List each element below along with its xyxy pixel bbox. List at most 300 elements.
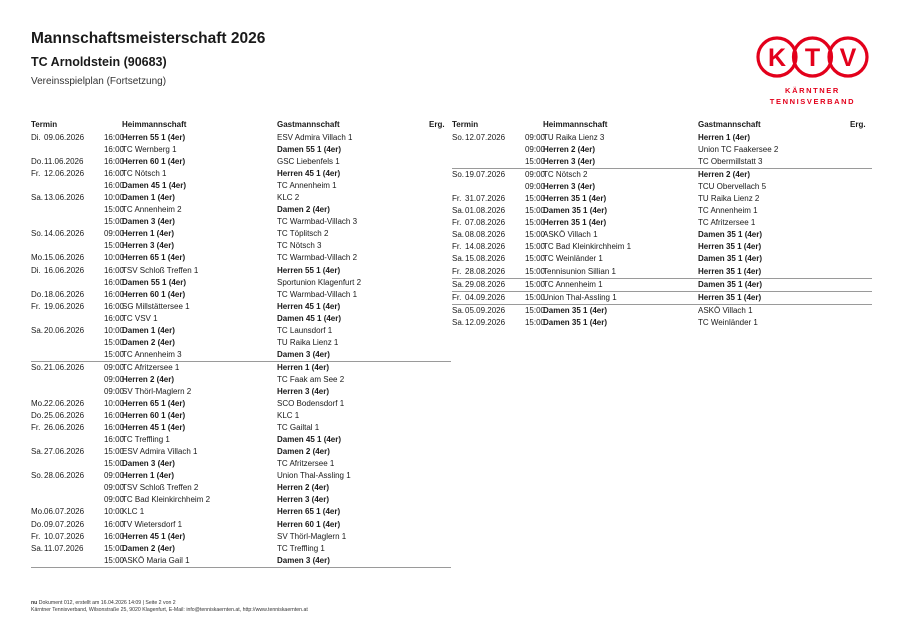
match-row <box>452 229 872 241</box>
home-team: TC Wernberg 1 <box>122 145 177 155</box>
header-erg: Erg. <box>850 120 866 129</box>
home-team: TC Afritzersee 1 <box>122 362 180 372</box>
guest-team: TCU Obervellach 5 <box>698 182 767 192</box>
match-day: Sa. <box>452 279 465 289</box>
match-time: 15:00 <box>103 555 124 565</box>
match-time: 16:00 <box>103 157 124 167</box>
match-day: Sa. <box>31 447 44 457</box>
match-day: Fr. <box>452 266 462 276</box>
table-header <box>452 120 872 132</box>
match-time: 16:00 <box>103 519 124 529</box>
match-row <box>31 422 451 434</box>
match-row <box>31 374 451 386</box>
match-row <box>31 289 451 301</box>
match-time: 16:00 <box>103 289 124 299</box>
match-time: 15:00 <box>524 266 545 276</box>
home-team: Herren 65 1 (4er) <box>122 253 186 263</box>
home-team: Herren 65 1 (4er) <box>122 399 186 409</box>
home-team: Herren 1 (4er) <box>122 229 175 239</box>
match-time: 15:00 <box>524 194 545 204</box>
home-team: TC Treffling 1 <box>122 435 170 445</box>
guest-team: Herren 45 1 (4er) <box>277 301 341 311</box>
match-day: Sa. <box>452 317 465 327</box>
home-team: Herren 35 1 (4er) <box>543 194 607 204</box>
match-day: Do. <box>31 289 44 299</box>
logo-letter-v: V <box>839 44 857 72</box>
match-day: Do. <box>31 411 44 421</box>
guest-team: SV Thörl-Maglern 1 <box>277 531 347 541</box>
match-date: 09.07.2026 <box>44 519 85 529</box>
match-row <box>452 181 872 193</box>
match-time: 10:00 <box>103 253 124 263</box>
match-time: 10:00 <box>103 507 124 517</box>
table-header <box>31 120 451 132</box>
match-row <box>31 301 451 313</box>
footer-document-info: Dokument 012, erstellt am 16.04.2026 14:09 | Seite 2 von 2 <box>38 600 176 606</box>
match-day: Fr. <box>452 194 462 204</box>
match-date: 12.06.2026 <box>44 169 85 179</box>
home-team: Damen 45 1 (4er) <box>122 181 187 191</box>
guest-team: TU Raika Lienz 1 <box>277 337 339 347</box>
home-team: Herren 3 (4er) <box>543 157 596 167</box>
match-date: 15.08.2026 <box>465 254 506 264</box>
document-title: Mannschaftsmeisterschaft 2026 <box>31 30 266 47</box>
match-date: 31.07.2026 <box>465 194 506 204</box>
match-time: 09:00 <box>103 374 124 384</box>
match-day: Sa. <box>452 230 465 240</box>
guest-team: Union Thal-Assling 1 <box>277 471 351 481</box>
guest-team: SCO Bodensdorf 1 <box>277 399 345 409</box>
match-time: 16:00 <box>103 411 124 421</box>
match-day: So. <box>31 471 44 481</box>
home-team: TC Bad Kleinkirchheim 1 <box>543 242 632 252</box>
guest-team: Damen 45 1 (4er) <box>277 313 342 323</box>
guest-team: TC Launsdorf 1 <box>277 325 333 335</box>
match-time: 16:00 <box>103 181 124 191</box>
home-team: TC VSV 1 <box>122 313 158 323</box>
match-date: 06.07.2026 <box>44 507 85 517</box>
ktv-logo-rings <box>755 34 870 80</box>
header-gast: Gastmannschaft <box>277 120 340 129</box>
guest-team: Damen 55 1 (4er) <box>277 145 342 155</box>
match-day: So. <box>31 229 44 239</box>
match-time: 10:00 <box>103 399 124 409</box>
match-row <box>31 313 451 325</box>
match-day: Sa. <box>31 543 44 553</box>
guest-team: Herren 2 (4er) <box>698 170 751 180</box>
match-time: 16:00 <box>103 133 124 142</box>
match-row <box>31 482 451 494</box>
match-day: Fr. <box>452 292 462 302</box>
home-team: Damen 1 (4er) <box>122 325 175 335</box>
home-team: TC Weinländer 1 <box>543 254 603 264</box>
header-heim: Heimmannschaft <box>543 120 608 129</box>
match-row <box>452 132 872 144</box>
match-row <box>452 292 872 305</box>
match-time: 09:00 <box>103 483 124 493</box>
match-date: 16.06.2026 <box>44 265 85 275</box>
guest-team: Herren 65 1 (4er) <box>277 507 341 517</box>
logo-letter-k: K <box>767 44 787 72</box>
match-day: Sa. <box>31 325 44 335</box>
match-row <box>31 434 451 446</box>
match-time: 15:00 <box>524 254 545 264</box>
guest-team: Damen 2 (4er) <box>277 447 330 457</box>
match-day: Sa. <box>452 254 465 264</box>
match-row <box>452 193 872 205</box>
match-day: Di. <box>31 133 41 142</box>
match-time: 09:00 <box>103 471 124 481</box>
guest-team: TC Gailtal 1 <box>277 423 320 433</box>
match-row <box>31 458 451 470</box>
guest-team: TC Treffling 1 <box>277 543 325 553</box>
guest-team: Herren 55 1 (4er) <box>277 265 341 275</box>
match-row <box>31 204 451 216</box>
guest-team: TC Warmbad-Villach 1 <box>277 289 358 299</box>
home-team: Damen 2 (4er) <box>122 543 175 553</box>
match-row <box>31 156 451 168</box>
match-time: 15:00 <box>103 459 124 469</box>
guest-team: Damen 45 1 (4er) <box>277 435 342 445</box>
guest-team: Herren 45 1 (4er) <box>277 169 341 179</box>
match-date: 11.07.2026 <box>44 543 84 553</box>
match-row <box>31 337 451 349</box>
match-date: 11.06.2026 <box>44 157 84 167</box>
match-date: 19.07.2026 <box>465 170 506 180</box>
home-team: SG Millstättersee 1 <box>122 301 190 311</box>
ktv-logo <box>755 34 870 110</box>
match-day: Fr. <box>31 423 41 433</box>
match-time: 15:00 <box>524 305 545 315</box>
guest-team: Herren 2 (4er) <box>277 483 330 493</box>
match-date: 13.06.2026 <box>44 193 85 203</box>
match-date: 15.06.2026 <box>44 253 85 263</box>
match-day: Sa. <box>31 193 44 203</box>
guest-team: TC Afritzersee 1 <box>277 459 335 469</box>
match-day: Sa. <box>452 305 465 315</box>
match-time: 09:00 <box>524 170 545 180</box>
guest-team: TU Raika Lienz 2 <box>698 194 760 204</box>
match-time: 15:00 <box>524 218 545 228</box>
guest-team: TC Faak am See 2 <box>277 374 345 384</box>
schedule-body-left <box>31 132 451 568</box>
home-team: Herren 3 (4er) <box>122 241 175 251</box>
logo-text-line1: KÄRNTNER <box>785 86 840 95</box>
guest-team: Herren 1 (4er) <box>277 362 330 372</box>
match-row <box>31 277 451 289</box>
match-row <box>452 241 872 253</box>
match-time: 16:00 <box>103 301 124 311</box>
guest-team: Herren 35 1 (4er) <box>698 242 762 252</box>
match-row <box>31 240 451 252</box>
club-name: TC Arnoldstein (90683) <box>31 55 167 69</box>
match-row <box>31 519 451 531</box>
home-team: Damen 35 1 (4er) <box>543 317 608 327</box>
guest-team: TC Töplitsch 2 <box>277 229 329 239</box>
guest-team: Damen 2 (4er) <box>277 205 330 215</box>
match-date: 14.06.2026 <box>44 229 85 239</box>
guest-team: TC Annenheim 1 <box>277 181 337 191</box>
document-subtitle: Vereinsspielplan (Fortsetzung) <box>31 76 167 87</box>
match-day: So. <box>31 362 44 372</box>
home-team: Herren 60 1 (4er) <box>122 157 186 167</box>
home-team: Herren 2 (4er) <box>122 374 175 384</box>
guest-team: GSC Liebenfels 1 <box>277 157 340 167</box>
match-date: 12.07.2026 <box>465 133 506 142</box>
match-time: 16:00 <box>103 531 124 541</box>
match-row <box>452 144 872 156</box>
home-team: TC Nötsch 2 <box>543 170 588 180</box>
home-team: KLC 1 <box>122 507 145 517</box>
header-gast: Gastmannschaft <box>698 120 761 129</box>
guest-team: Damen 35 1 (4er) <box>698 279 763 289</box>
match-time: 09:00 <box>103 362 124 372</box>
guest-team: TC Warmbad-Villach 3 <box>277 217 358 227</box>
match-time: 15:00 <box>103 241 124 251</box>
guest-team: Damen 35 1 (4er) <box>698 254 763 264</box>
match-row <box>452 169 872 181</box>
home-team: ESV Admira Villach 1 <box>122 447 198 457</box>
home-team: Herren 45 1 (4er) <box>122 423 186 433</box>
match-date: 26.06.2026 <box>44 423 85 433</box>
home-team: Tennisunion Sillian 1 <box>543 266 616 276</box>
match-row <box>31 144 451 156</box>
guest-team: ESV Admira Villach 1 <box>277 133 353 142</box>
match-time: 15:00 <box>103 543 124 553</box>
match-time: 15:00 <box>524 206 545 216</box>
guest-team: ASKÖ Villach 1 <box>698 305 753 315</box>
footer-line-1 <box>31 600 308 607</box>
guest-team: TC Obermillstatt 3 <box>698 157 763 167</box>
match-day: Mo. <box>31 399 45 409</box>
match-row <box>452 205 872 217</box>
home-team: TC Annenheim 2 <box>122 205 182 215</box>
match-date: 08.08.2026 <box>465 230 506 240</box>
guest-team: Herren 1 (4er) <box>698 133 751 142</box>
match-date: 19.06.2026 <box>44 301 85 311</box>
home-team: TSV Schloß Treffen 1 <box>122 265 199 275</box>
home-team: TC Nötsch 1 <box>122 169 167 179</box>
match-time: 15:00 <box>103 337 124 347</box>
home-team: Damen 35 1 (4er) <box>543 206 608 216</box>
match-time: 16:00 <box>103 169 124 179</box>
match-time: 15:00 <box>524 292 545 302</box>
match-time: 10:00 <box>103 193 124 203</box>
guest-team: TC Nötsch 3 <box>277 241 322 251</box>
match-date: 09.06.2026 <box>44 133 85 142</box>
header-termin: Termin <box>452 120 479 129</box>
home-team: SV Thörl-Maglern 2 <box>122 386 192 396</box>
logo-letter-t: T <box>804 44 821 72</box>
match-row <box>452 317 872 329</box>
match-row <box>31 362 451 374</box>
home-team: TSV Schloß Treffen 2 <box>122 483 199 493</box>
match-day: Fr. <box>31 301 41 311</box>
match-row <box>31 386 451 398</box>
match-time: 16:00 <box>103 313 124 323</box>
guest-team: Herren 60 1 (4er) <box>277 519 341 529</box>
match-time: 15:00 <box>524 230 545 240</box>
match-day: So. <box>452 170 465 180</box>
match-row <box>31 228 451 240</box>
match-time: 15:00 <box>103 349 124 359</box>
match-date: 27.06.2026 <box>44 447 85 457</box>
match-date: 28.08.2026 <box>465 266 506 276</box>
home-team: Herren 1 (4er) <box>122 471 175 481</box>
match-time: 09:00 <box>524 182 545 192</box>
guest-team: KLC 1 <box>277 411 300 421</box>
home-team: Herren 60 1 (4er) <box>122 411 186 421</box>
guest-team: TC Afritzersee 1 <box>698 218 756 228</box>
match-day: So. <box>452 133 465 142</box>
match-time: 09:00 <box>524 145 545 155</box>
match-time: 15:00 <box>524 157 545 167</box>
match-day: Fr. <box>31 169 41 179</box>
home-team: Damen 2 (4er) <box>122 337 175 347</box>
match-time: 09:00 <box>103 386 124 396</box>
home-team: Herren 45 1 (4er) <box>122 531 186 541</box>
guest-team: Herren 3 (4er) <box>277 386 330 396</box>
match-row <box>31 168 451 180</box>
match-date: 04.09.2026 <box>465 292 506 302</box>
match-time: 09:00 <box>103 229 124 239</box>
match-row <box>452 305 872 317</box>
match-row <box>31 398 451 410</box>
match-time: 10:00 <box>103 325 124 335</box>
match-time: 09:00 <box>103 495 124 505</box>
match-row <box>31 252 451 264</box>
match-row <box>31 132 451 144</box>
home-team: Damen 3 (4er) <box>122 459 175 469</box>
match-row <box>31 265 451 277</box>
home-team: ASKÖ Maria Gail 1 <box>122 555 190 565</box>
home-team: Damen 55 1 (4er) <box>122 277 187 287</box>
home-team: TV Wietersdorf 1 <box>122 519 183 529</box>
footer-line-2: Kärntner Tennisverband, Wilsonstraße 25, 9020 Klagenfurt, E-Mail: info@tenniskaernten.at, http://www.tenniskaernten.at <box>31 607 308 613</box>
match-time: 16:00 <box>103 145 124 155</box>
guest-team: Damen 3 (4er) <box>277 555 330 565</box>
match-row <box>31 349 451 362</box>
match-day: Mo. <box>31 253 45 263</box>
match-time: 16:00 <box>103 435 124 445</box>
guest-team: Damen 35 1 (4er) <box>698 230 763 240</box>
match-day: Di. <box>31 265 41 275</box>
match-row <box>31 543 451 555</box>
match-row <box>31 506 451 518</box>
footer-brand: nu <box>31 600 38 606</box>
match-date: 22.06.2026 <box>44 399 85 409</box>
match-row <box>31 446 451 458</box>
home-team: Union Thal-Assling 1 <box>543 292 617 302</box>
match-row <box>452 266 872 279</box>
match-row <box>31 494 451 506</box>
home-team: Damen 3 (4er) <box>122 217 175 227</box>
match-row <box>31 216 451 228</box>
match-time: 16:00 <box>103 265 124 275</box>
home-team: Herren 55 1 (4er) <box>122 133 186 142</box>
guest-team: Herren 35 1 (4er) <box>698 292 762 302</box>
match-date: 25.06.2026 <box>44 411 85 421</box>
match-date: 18.06.2026 <box>44 289 85 299</box>
match-row <box>452 279 872 292</box>
match-date: 12.09.2026 <box>465 317 506 327</box>
match-time: 15:00 <box>103 205 124 215</box>
home-team: Herren 3 (4er) <box>543 182 596 192</box>
match-day: Sa. <box>452 206 465 216</box>
home-team: Damen 35 1 (4er) <box>543 305 608 315</box>
guest-team: Sportunion Klagenfurt 2 <box>277 277 362 287</box>
match-row <box>452 217 872 229</box>
guest-team: TC Weinländer 1 <box>698 317 758 327</box>
logo-text-line2: TENNISVERBAND <box>769 97 856 106</box>
match-date: 29.08.2026 <box>465 279 506 289</box>
home-team: Herren 60 1 (4er) <box>122 289 186 299</box>
header-heim: Heimmannschaft <box>122 120 187 129</box>
match-row <box>31 192 451 204</box>
match-date: 05.09.2026 <box>465 305 506 315</box>
header-erg: Erg. <box>429 120 445 129</box>
guest-team: Herren 35 1 (4er) <box>698 266 762 276</box>
match-day: Fr. <box>452 218 462 228</box>
home-team: TC Annenheim 3 <box>122 349 182 359</box>
match-date: 20.06.2026 <box>44 325 85 335</box>
schedule-table-left <box>31 120 451 568</box>
match-time: 16:00 <box>103 277 124 287</box>
match-row <box>31 410 451 422</box>
guest-team: TC Warmbad-Villach 2 <box>277 253 358 263</box>
match-row <box>31 531 451 543</box>
page-footer <box>31 600 308 614</box>
home-team: TU Raika Lienz 3 <box>543 133 605 142</box>
match-row <box>31 470 451 482</box>
match-date: 10.07.2026 <box>44 531 85 541</box>
match-row <box>31 180 451 192</box>
match-date: 28.06.2026 <box>44 471 85 481</box>
match-date: 07.08.2026 <box>465 218 506 228</box>
home-team: Damen 1 (4er) <box>122 193 175 203</box>
home-team: ASKÖ Villach 1 <box>543 230 598 240</box>
guest-team: Union TC Faakersee 2 <box>698 145 779 155</box>
schedule-table-right <box>452 120 872 329</box>
match-time: 15:00 <box>103 447 124 457</box>
match-time: 15:00 <box>524 242 545 252</box>
home-team: TC Annenheim 1 <box>543 279 603 289</box>
guest-team: Herren 3 (4er) <box>277 495 330 505</box>
match-day: Fr. <box>31 531 41 541</box>
match-time: 15:00 <box>524 279 545 289</box>
match-row <box>31 325 451 337</box>
match-day: Fr. <box>452 242 462 252</box>
match-time: 09:00 <box>524 133 545 142</box>
match-date: 01.08.2026 <box>465 206 506 216</box>
match-row <box>31 555 451 568</box>
match-row <box>452 253 872 265</box>
home-team: TC Bad Kleinkirchheim 2 <box>122 495 211 505</box>
guest-team: Damen 3 (4er) <box>277 349 330 359</box>
guest-team: KLC 2 <box>277 193 300 203</box>
guest-team: TC Annenheim 1 <box>698 206 758 216</box>
header-termin: Termin <box>31 120 58 129</box>
match-date: 21.06.2026 <box>44 362 85 372</box>
match-day: Do. <box>31 157 44 167</box>
match-time: 15:00 <box>524 317 545 327</box>
schedule-body-right <box>452 132 872 329</box>
home-team: Herren 2 (4er) <box>543 145 596 155</box>
match-date: 14.08.2026 <box>465 242 506 252</box>
match-day: Do. <box>31 519 44 529</box>
match-time: 16:00 <box>103 423 124 433</box>
match-time: 15:00 <box>103 217 124 227</box>
